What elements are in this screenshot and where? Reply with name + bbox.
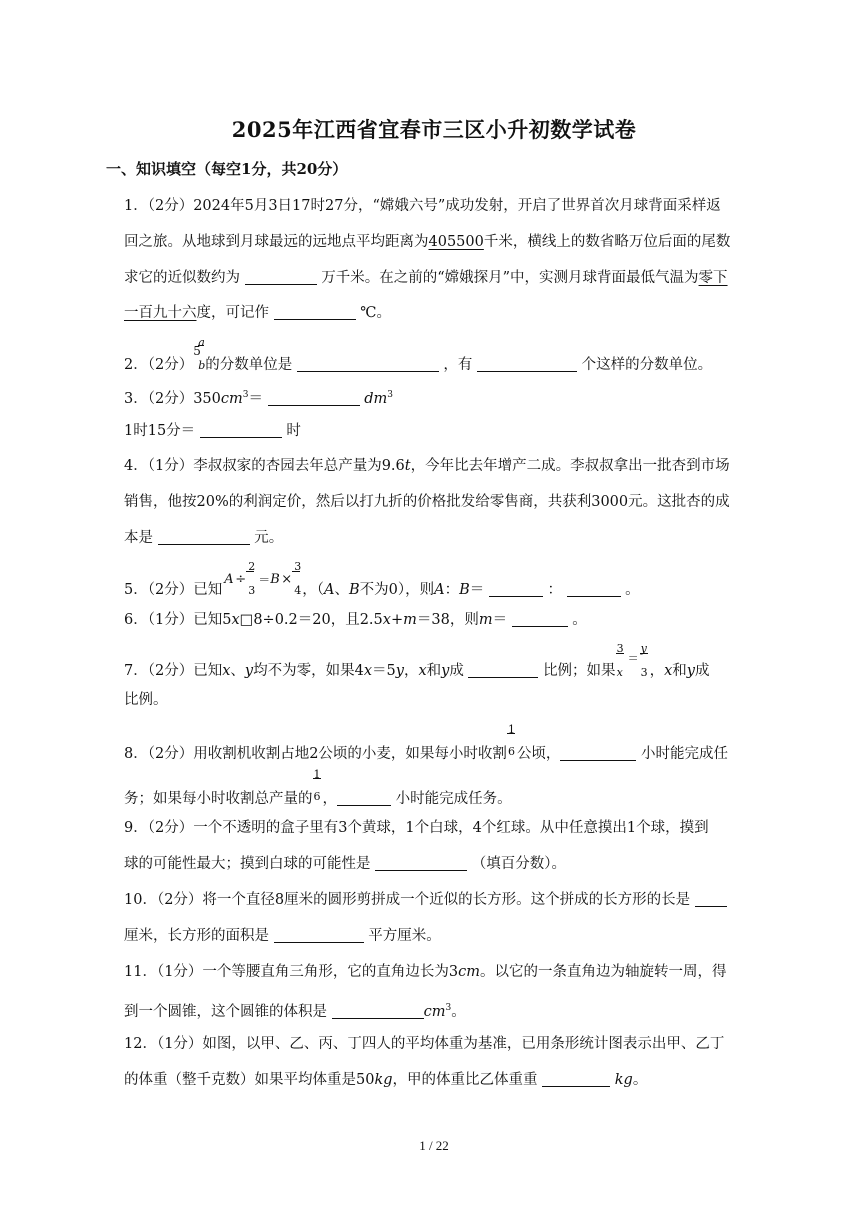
q1-text: 回之旅。从地球到月球最远的远地点平均距离为 [124, 234, 429, 250]
q11-unit: cm [458, 964, 481, 980]
q8-answer-blank-1[interactable] [560, 744, 636, 761]
q8-text: 务；如果每小时收割总产量的 [124, 791, 313, 807]
q5-var: A [224, 572, 234, 587]
q3-unit: dm [364, 390, 388, 407]
q5-text: 、 [334, 582, 349, 598]
q3-answer-blank-1[interactable] [268, 389, 360, 406]
q4-text: 元。 [254, 530, 284, 546]
q11-unit: cm [423, 1003, 446, 1020]
q6-line [124, 610, 764, 630]
q10-line1 [124, 890, 764, 910]
q9-line1 [124, 818, 764, 838]
q11-text: 。 [451, 1003, 466, 1020]
q7-line2 [124, 690, 764, 710]
q1-text: 1．（2分）2024年5月3日17时27分，“嫦娥六号”成功发射，开启了世界首次月球背面采样返 [124, 198, 721, 214]
q4-line2 [124, 492, 764, 512]
q10-text: 平方厘米。 [368, 928, 441, 944]
q12-line1 [124, 1034, 764, 1054]
q6-var: x [231, 612, 240, 628]
q1-line1 [124, 196, 764, 216]
q11-exponent: 3 [445, 1003, 452, 1013]
q1-underlined-text: 一百九十六 [124, 305, 197, 321]
q7-num: y [640, 642, 647, 655]
q12-unit: kg [374, 1072, 393, 1088]
q5-text: 不为0），则 [359, 582, 435, 598]
q8-answer-blank-2[interactable] [337, 789, 391, 806]
q2-numerator: a [198, 336, 205, 349]
q7-line1 [124, 642, 764, 681]
q6-var: x [382, 612, 391, 628]
q7-var: x [363, 663, 373, 679]
q5-var: A [434, 582, 445, 598]
q1-text: 千米，横线上的数省略万位后面的尾数 [483, 234, 731, 250]
q12-unit: kg [614, 1072, 633, 1088]
q9-line2 [124, 854, 764, 874]
q7-text: 、 [230, 663, 245, 679]
q3-unit: cm [220, 390, 243, 407]
page-number: 1 / 22 [419, 1138, 449, 1153]
q5-op: ÷ [235, 572, 247, 587]
q2-answer-blank-2[interactable] [477, 355, 577, 372]
q7-text: 比例。 [124, 692, 168, 708]
q12-text: 的体重（整千克数）如果平均体重是50 [124, 1072, 375, 1088]
q8-num: 1 [313, 768, 321, 781]
q5-den: 3 [248, 584, 256, 597]
q12-text: ，甲的体重比乙体重重 [392, 1072, 538, 1088]
q8-bar [313, 778, 321, 779]
q8-den: 6 [507, 745, 515, 758]
q7-text: 均不为零，如果4 [253, 663, 364, 679]
q8-text: 小时能完成任 [641, 746, 729, 762]
q7-text: 成 [449, 663, 464, 679]
q7-var: x [222, 663, 231, 679]
q2-fraction-bar [198, 345, 204, 346]
q7-text: 和 [426, 663, 442, 679]
q8-den: 6 [313, 790, 321, 803]
q5-bar [246, 571, 254, 572]
q7-var: y [244, 663, 254, 679]
q5-num: 3 [294, 560, 302, 573]
q3-text: 3．（2分）350 [124, 390, 221, 407]
q7-var: y [441, 663, 450, 679]
q9-answer-blank[interactable] [375, 854, 467, 871]
q5-op: × [281, 572, 293, 587]
q10-line2 [124, 926, 764, 946]
q2-denominator: b [198, 359, 206, 372]
q4-text: 本是 [124, 530, 153, 546]
q5-answer-blank-1[interactable] [489, 580, 543, 597]
q5-bar [292, 571, 300, 572]
q3-line2 [124, 421, 764, 441]
q1-line2 [124, 232, 764, 252]
q4-line1 [124, 456, 764, 476]
q4-line3 [124, 528, 764, 548]
q4-text: ，今年比去年增产二成。李叔叔拿出一批杏到市场 [410, 458, 730, 474]
q2-whole: 5 [193, 344, 201, 358]
q7-text: 比例；如果 [543, 663, 616, 679]
q4-answer-blank[interactable] [158, 528, 250, 545]
q2-mixed-number [193, 336, 206, 375]
q3-exponent: 3 [387, 390, 393, 400]
q12-text: 。 [632, 1072, 648, 1088]
q8-text: 小时能完成任务。 [395, 791, 512, 807]
q7-var: y [686, 663, 695, 679]
q5-line [124, 560, 764, 600]
q2-text: 的分数单位是 [205, 357, 293, 373]
q5-op: ＝ [258, 573, 271, 587]
q8-text: 公顷， [516, 746, 561, 762]
q7-den: 3 [640, 666, 648, 679]
q7-text: ， [403, 663, 419, 679]
q7-text: 成 [694, 663, 710, 679]
q8-num: 1 [507, 723, 515, 736]
q1-text: 度，可记作 [196, 305, 269, 321]
q6-text: 。 [572, 612, 587, 628]
q6-var: m [478, 612, 493, 628]
q7-text: ， [649, 663, 665, 679]
q3-text: 1时15分＝ [124, 423, 196, 439]
q6-answer-blank[interactable] [512, 610, 568, 627]
exam-title: 2025年江西省宜春市三区小升初数学试卷 [231, 117, 637, 142]
q1-answer-blank-1[interactable] [245, 268, 317, 285]
q2-text: 个这样的分数单位。 [581, 357, 713, 373]
q8-fraction-1 [507, 723, 517, 764]
q11-line2 [124, 998, 764, 1022]
q11-answer-blank[interactable] [332, 1002, 424, 1019]
q10-answer-blank-2[interactable] [274, 926, 364, 943]
q4-text: 4．（1分）李叔叔家的杏园去年总产量为9.6 [124, 458, 405, 474]
q1-text: 求它的近似数约为 [124, 270, 240, 286]
q5-text: 5．（2分）已知 [124, 582, 223, 598]
q7-answer-blank-1[interactable] [468, 661, 538, 678]
q11-text: 11．（1分）一个等腰直角三角形，它的直角边长为3 [124, 964, 459, 980]
q5-var: B [459, 582, 470, 598]
q5-text: ： [547, 582, 562, 598]
q7-var: x [664, 663, 673, 679]
q7-text: ＝5 [372, 663, 396, 679]
q9-text: （填百分数）。 [471, 856, 566, 872]
q1-underlined-text: 零下 [698, 270, 728, 286]
q7-bar [640, 653, 648, 654]
q6-var: m [403, 612, 417, 628]
q6-text: □8÷0.2＝20，且2.5 [239, 612, 383, 628]
q1-line4 [124, 303, 764, 323]
q7-op: ＝ [627, 652, 639, 665]
q12-text: 12．（1分）如图，以甲、乙、丙、丁四人的平均体重为基准，已用条形统计图表示出甲、乙丁 [124, 1036, 725, 1052]
q4-text: 销售，他按20%的利润定价，然后以打九折的价格批发给零售商，共获利3000元。这批杏的成 [124, 494, 730, 510]
q2-text: 2．（2分） [124, 357, 194, 373]
q2-answer-blank-1[interactable] [297, 355, 439, 372]
q5-text: ，（ [302, 582, 324, 598]
q11-line1 [124, 962, 764, 982]
q8-line2 [124, 768, 764, 809]
q6-text: ＝38，则 [416, 612, 479, 628]
q3-text: 时 [286, 423, 301, 439]
q7-den: x [616, 666, 623, 679]
q1-text: 万千米。在之前的“嫦娥探月”中，实测月球背面最低气温为 [321, 270, 699, 286]
q2-line [124, 336, 764, 375]
q5-var: A [323, 582, 335, 598]
q2-text: ，有 [443, 357, 473, 373]
q6-text: 6．（1分）已知5 [124, 612, 232, 628]
q3-line1 [124, 385, 764, 409]
q5-text: ： [444, 582, 460, 598]
q8-line1 [124, 723, 764, 764]
q7-bar [616, 653, 624, 654]
q1-answer-blank-2[interactable] [274, 303, 356, 320]
q12-line2 [124, 1070, 764, 1090]
q8-bar [507, 733, 515, 734]
q5-num: 2 [248, 560, 256, 573]
q8-text: 8．（2分）用收割机收割占地2公顷的小麦，如果每小时收割 [124, 746, 507, 762]
q7-var: y [395, 663, 404, 679]
q10-answer-blank-1[interactable] [695, 890, 727, 907]
q10-text: 10．（2分）将一个直径8厘米的圆形剪拼成一个近似的长方形。这个拼成的长方形的长是 [124, 892, 691, 908]
q3-text: ＝ [248, 390, 263, 407]
q5-answer-blank-2[interactable] [567, 580, 621, 597]
q12-answer-blank[interactable] [542, 1070, 610, 1087]
q4-unit: t [404, 458, 411, 474]
q11-text: 。以它的一条直角边为轴旋转一周，得 [480, 964, 727, 980]
q7-text: 7．（2分）已知 [124, 663, 223, 679]
q8-fraction-2 [313, 768, 323, 809]
q1-underlined-number: 405500 [428, 234, 484, 250]
q5-den: 4 [294, 584, 302, 597]
q5-text: ＝ [469, 582, 485, 598]
q7-text: 和 [672, 663, 687, 679]
q3-exponent: 3 [242, 390, 249, 400]
q10-text: 厘米，长方形的面积是 [124, 928, 269, 944]
q5-text: 。 [625, 582, 640, 598]
q6-text: ＝ [492, 612, 508, 628]
q7-equation [616, 642, 650, 681]
q9-text: 球的可能性最大；摸到白球的可能性是 [124, 856, 371, 872]
q3-answer-blank-2[interactable] [200, 421, 282, 438]
q11-text: 到一个圆锥，这个圆锥的体积是 [124, 1003, 327, 1020]
q9-text: 9．（2分）一个不透明的盒子里有3个黄球，1个白球，4个红球。从中任意摸出1个球，摸到 [124, 820, 709, 836]
q6-text: + [390, 612, 404, 628]
q5-var: B [348, 582, 360, 598]
q1-text: ℃。 [360, 305, 391, 321]
q7-num: 3 [616, 642, 624, 655]
section-heading: 一、知识填空（每空1分，共20分） [106, 160, 348, 178]
q7-var: x [418, 663, 427, 679]
q8-text: ， [322, 791, 337, 807]
q1-line3 [124, 268, 764, 288]
q5-equation [222, 560, 302, 600]
q5-var: B [270, 572, 280, 587]
